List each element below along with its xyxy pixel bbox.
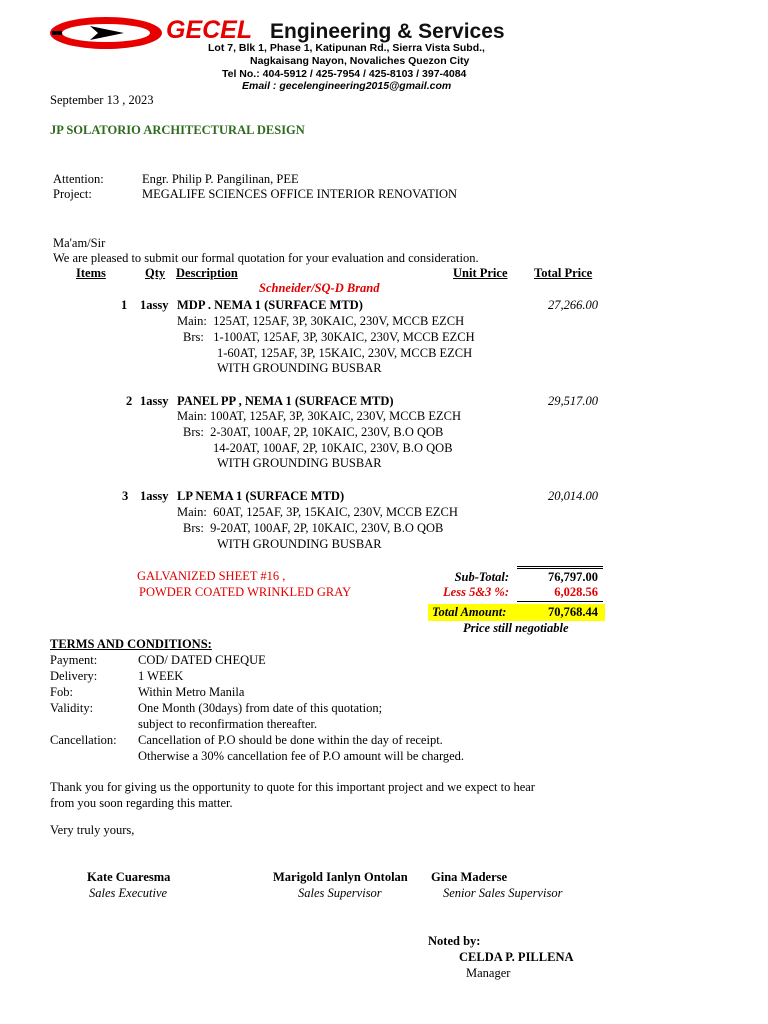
address-line1: Lot 7, Blk 1, Phase 1, Katipunan Rd., Sierra Vista Subd., (208, 42, 485, 54)
terms-value: 1 WEEK (138, 669, 184, 683)
item-spec-line: Main: 60AT, 125AF, 3P, 15KAIC, 230V, MCCB EZCH (177, 505, 458, 519)
item-spec-line: Main: 100AT, 125AF, 3P, 30KAIC, 230V, MCCB EZCH (177, 409, 461, 423)
col-header-total-price: Total Price (534, 266, 593, 280)
item-number: 2 (126, 394, 133, 408)
telephone-line: Tel No.: 404-5912 / 425-7954 / 425-8103 / 397-4084 (222, 68, 467, 80)
item-title: LP NEMA 1 (SURFACE MTD) (177, 489, 345, 503)
item-qty: 1assy (140, 394, 169, 408)
terms-value: COD/ DATED CHEQUE (138, 653, 266, 667)
less-value: 6,028.56 (554, 585, 598, 599)
item-total: 27,266.00 (548, 298, 598, 312)
noted-by-label: Noted by: (428, 934, 481, 948)
signatory-name: Marigold Ianlyn Ontolan (273, 870, 408, 884)
noted-by-title: Manager (466, 966, 511, 980)
item-qty: 1assy (140, 298, 169, 312)
signatory-name: Gina Maderse (431, 870, 508, 884)
terms-value: Otherwise a 30% cancellation fee of P.O amount will be charged. (138, 749, 465, 763)
signatory-title: Sales Executive (89, 886, 168, 900)
col-header-qty: Qty (145, 266, 166, 280)
item-spec-line: Brs: 9-20AT, 100AF, 2P, 10KAIC, 230V, B.O QOB (183, 521, 444, 535)
address-line2: Nagkaisang Nayon, Novaliches Quezon City (250, 55, 470, 67)
attention-label: Attention: (53, 172, 104, 186)
email-line: Email : gecelengineering2015@gmail.com (242, 80, 452, 92)
terms-label: Cancellation: (50, 733, 117, 747)
signatory-name: Kate Cuaresma (87, 870, 171, 884)
signatory-title: Sales Supervisor (298, 886, 382, 900)
project-label: Project: (53, 187, 92, 201)
attention-value: Engr. Philip P. Pangilinan, PEE (142, 172, 299, 186)
item-number: 1 (121, 298, 128, 312)
col-header-items: Items (76, 266, 106, 280)
item-total: 29,517.00 (548, 394, 598, 408)
total-label: Total Amount: (432, 605, 507, 619)
less-label: Less 5&3 %: (443, 585, 509, 599)
negotiable-note: Price still negotiable (463, 621, 569, 635)
item-title: MDP . NEMA 1 (SURFACE MTD) (177, 298, 363, 312)
terms-label: Fob: (50, 685, 73, 699)
col-header-description: Description (176, 266, 238, 280)
note-line: POWDER COATED WRINKLED GRAY (139, 585, 352, 599)
closing-line: from you soon regarding this matter. (50, 796, 233, 810)
col-header-unit-price: Unit Price (453, 266, 508, 280)
noted-by-name: CELDA P. PILLENA (459, 950, 574, 964)
note-line: GALVANIZED SHEET #16 , (137, 569, 286, 583)
item-spec-line: 1-60AT, 125AF, 3P, 15KAIC, 230V, MCCB EZCH (217, 346, 473, 360)
terms-value: One Month (30days) from date of this quotation; (138, 701, 383, 715)
terms-heading: TERMS AND CONDITIONS: (50, 637, 212, 651)
terms-label: Delivery: (50, 669, 98, 683)
terms-value: subject to reconfirmation thereafter. (138, 717, 318, 731)
salutation: Ma'am/Sir (53, 236, 106, 250)
subtotal-value: 76,797.00 (548, 570, 598, 584)
item-spec-line: WITH GROUNDING BUSBAR (217, 361, 382, 375)
total-rule-top (517, 566, 603, 567)
company-logo-icon (46, 14, 166, 52)
company-suffix: Engineering & Services (270, 20, 505, 43)
project-value: MEGALIFE SCIENCES OFFICE INTERIOR RENOVATION (142, 187, 458, 201)
company-name: GECEL (166, 16, 253, 44)
intro-text: We are pleased to submit our formal quotation for your evaluation and consideration. (53, 251, 479, 265)
item-qty: 1assy (140, 489, 169, 503)
item-title: PANEL PP , NEMA 1 (SURFACE MTD) (177, 394, 394, 408)
signoff: Very truly yours, (50, 823, 135, 837)
item-total: 20,014.00 (548, 489, 598, 503)
item-number: 3 (122, 489, 129, 503)
item-spec-line: Main: 125AT, 125AF, 3P, 30KAIC, 230V, MCCB EZCH (177, 314, 465, 328)
total-rule-top (517, 568, 603, 569)
total-rule-bottom (517, 601, 603, 602)
terms-label: Validity: (50, 701, 94, 715)
item-spec-line: Brs: 2-30AT, 100AF, 2P, 10KAIC, 230V, B.O QOB (183, 425, 444, 439)
letter-date: September 13 , 2023 (50, 93, 154, 107)
terms-value: Cancellation of P.O should be done within the day of receipt. (138, 733, 443, 747)
signatory-title: Senior Sales Supervisor (443, 886, 563, 900)
brand-note: Schneider/SQ-D Brand (259, 281, 380, 295)
item-spec-line: 14-20AT, 100AF, 2P, 10KAIC, 230V, B.O QOB (213, 441, 453, 455)
item-spec-line: Brs: 1-100AT, 125AF, 3P, 30KAIC, 230V, MCCB EZCH (183, 330, 475, 344)
terms-label: Payment: (50, 653, 98, 667)
item-spec-line: WITH GROUNDING BUSBAR (217, 537, 382, 551)
client-name: JP SOLATORIO ARCHITECTURAL DESIGN (50, 123, 305, 137)
terms-value: Within Metro Manila (138, 685, 245, 699)
item-spec-line: WITH GROUNDING BUSBAR (217, 456, 382, 470)
subtotal-label: Sub-Total: (454, 570, 509, 584)
total-value: 70,768.44 (548, 605, 598, 619)
closing-line: Thank you for giving us the opportunity to quote for this important project and we expect to hear (50, 780, 535, 794)
